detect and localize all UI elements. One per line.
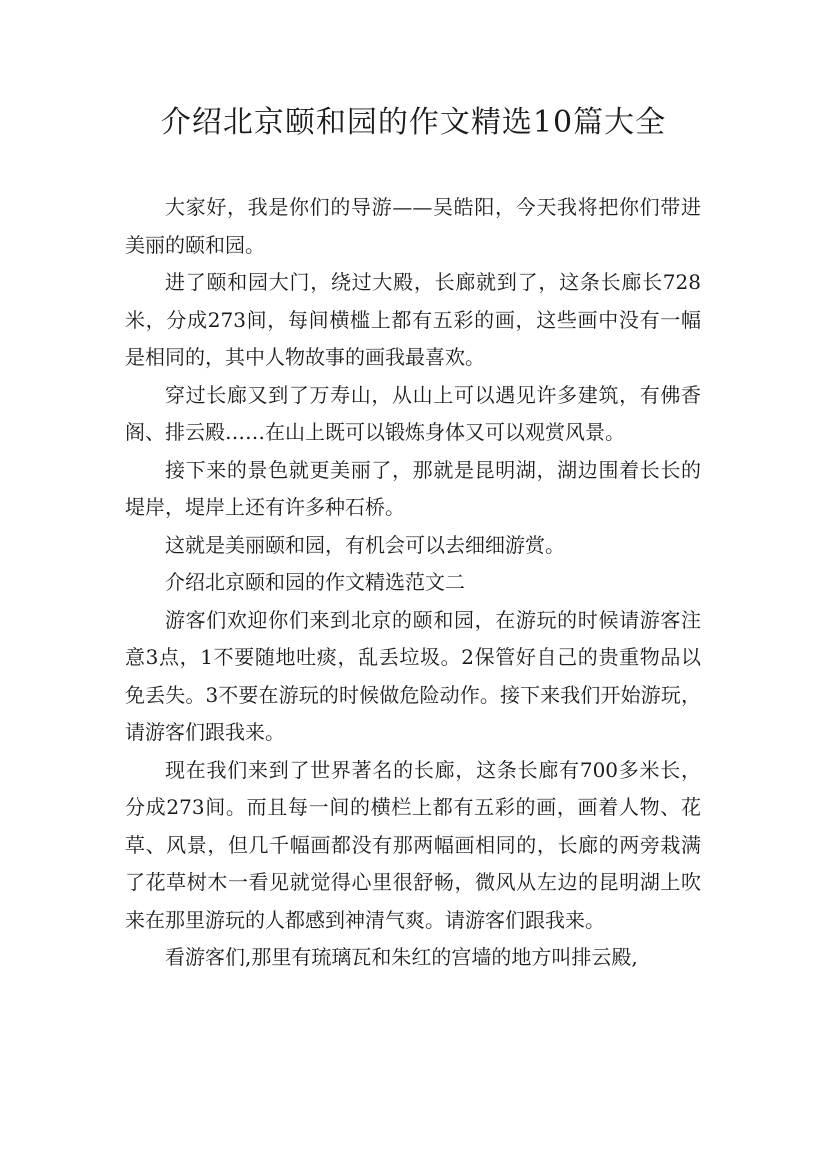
paragraph: 接下来的景色就更美丽了，那就是昆明湖，湖边围着长长的堤岸，堤岸上还有许多种石桥。 [125, 457, 701, 519]
document-body [125, 189, 701, 977]
paragraph: 现在我们来到了世界著名的长廊，这条长廊有700多米长，分成273间。而且每一间的横栏上都有五彩的画，画着人物、花草、风景，但几千幅画都没有那两幅画相同的，长廊的两旁栽满了花草树木一看见就觉得心里很舒畅，微风从左边的昆明湖上吹来在那里游玩的人都感到神清气爽。请游客们跟我来。 [125, 757, 701, 932]
paragraph: 这就是美丽颐和园，有机会可以去细细游赏。 [165, 532, 565, 557]
document-title: 介绍北京颐和园的作文精选10篇大全 [160, 105, 667, 140]
paragraph: 游客们欢迎你们来到北京的颐和园，在游玩的时候请游客注意3点，1不要随地吐痰，乱丢垃圾。2保管好自己的贵重物品以免丢失。3不要在游玩的时候做危险动作。接下来我们开始游玩，请游客们跟我来。 [125, 607, 701, 744]
paragraph: 进了颐和园大门，绕过大殿，长廊就到了，这条长廊长728米，分成273间，每间横槛上都有五彩的画，这些画中没有一幅是相同的，其中人物故事的画我最喜欢。 [125, 270, 701, 369]
paragraph: 看游客们,那里有琉璃瓦和朱红的宫墙的地方叫排云殿, [165, 945, 638, 969]
paragraph: 穿过长廊又到了万寿山，从山上可以遇见许多建筑，有佛香阁、排云殿……在山上既可以锻炼身体又可以观赏风景。 [125, 382, 701, 444]
section-heading: 介绍北京颐和园的作文精选范文二 [165, 570, 465, 594]
paragraph: 大家好，我是你们的导游——吴皓阳，今天我将把你们带进美丽的颐和园。 [125, 195, 701, 257]
